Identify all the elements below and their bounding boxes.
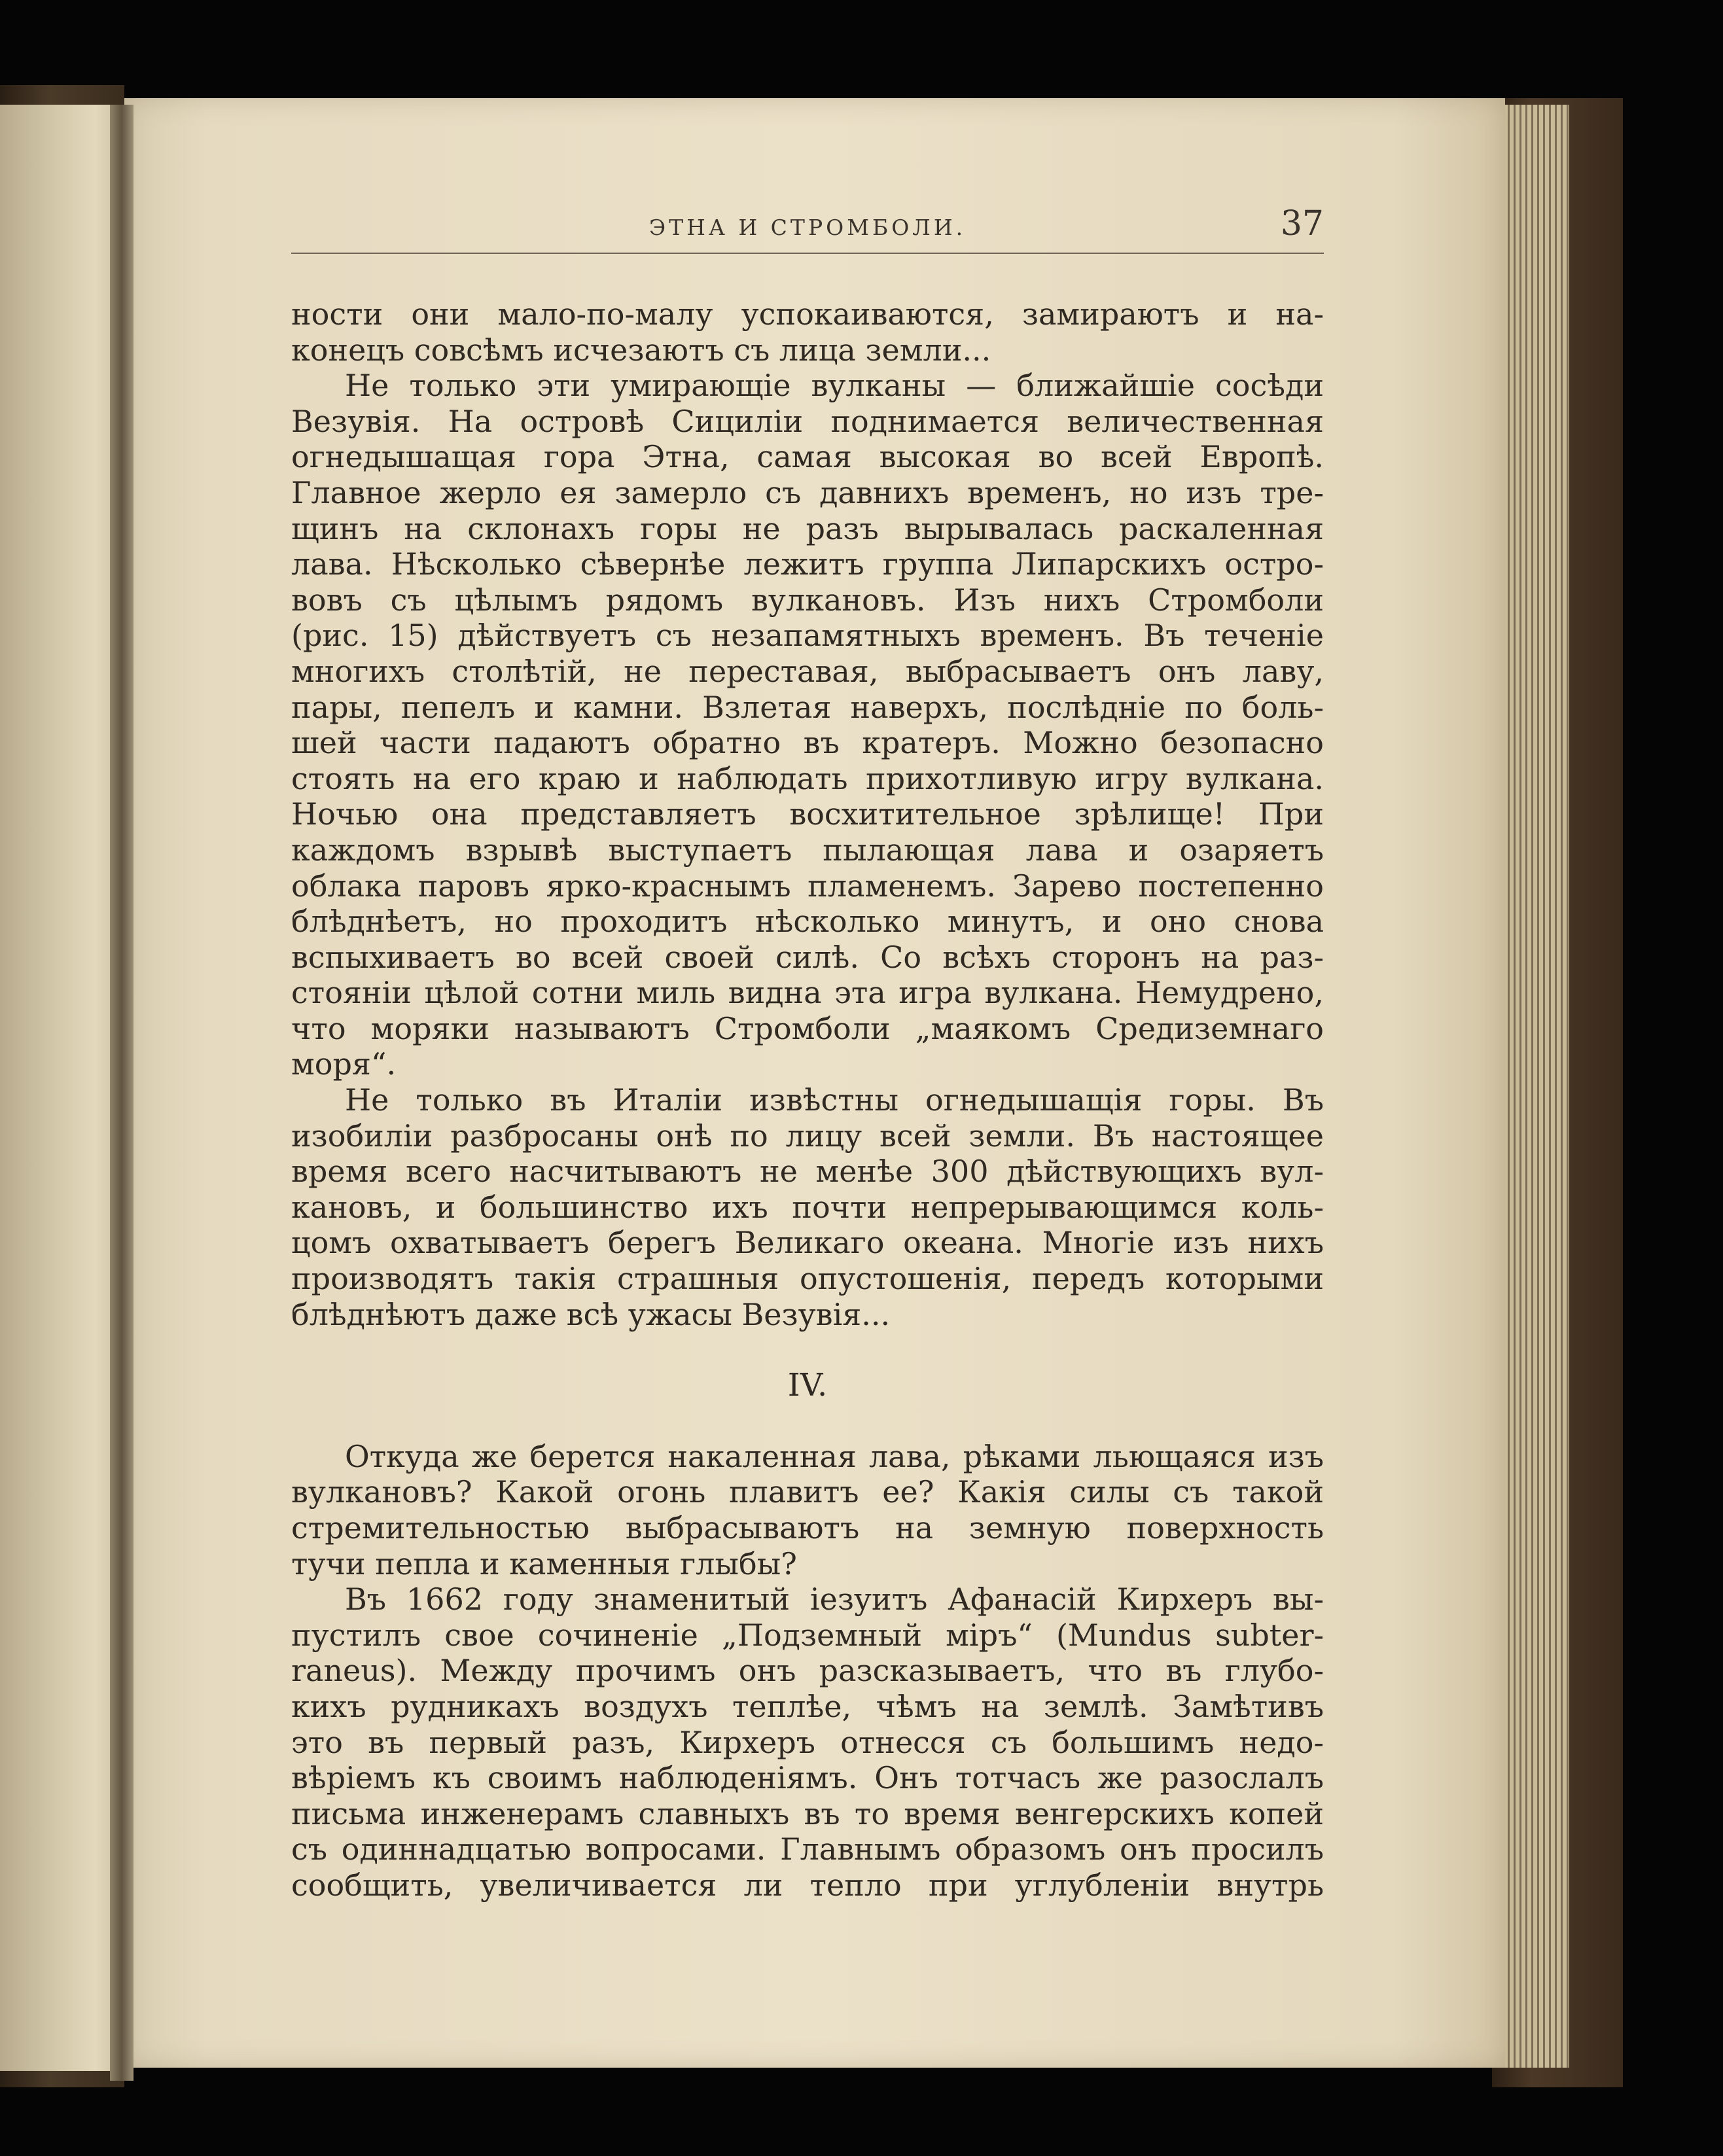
section-number: IV. — [787, 1367, 828, 1404]
text-line: каждомъ взрывѣ выступаетъ пылающая лава и озаряетъ — [291, 832, 1324, 868]
text-line: блѣднѣютъ даже всѣ ужасы Везувія... — [291, 1296, 891, 1332]
text-line: кановъ, и большинство ихъ почти непрерывающимся коль- — [291, 1189, 1324, 1225]
text-line: стоять на его краю и наблюдать прихотливую игру вулкана. — [291, 760, 1324, 796]
page-number: 37 — [1280, 204, 1324, 243]
text-line: Везувія. На островѣ Сициліи поднимается величественная — [291, 403, 1324, 439]
text-line: что моряки называютъ Стромболи „маякомъ Средиземнаго — [291, 1010, 1324, 1046]
text-line: многихъ столѣтій, не переставая, выбрасываетъ онъ лаву, — [291, 653, 1324, 689]
text-line: съ одиннадцатью вопросами. Главнымъ образомъ онъ просилъ — [291, 1831, 1324, 1867]
text-line: изобиліи разбросаны онѣ по лицу всей земли. Въ настоящее — [291, 1118, 1324, 1154]
text-line: вспыхиваетъ во всей своей силѣ. Со всѣхъ сторонъ на раз- — [291, 939, 1324, 975]
left-page-edge — [0, 105, 119, 2071]
page-stack-edges — [1504, 105, 1569, 2068]
header-rule — [291, 253, 1324, 254]
book-gutter — [110, 105, 133, 2081]
text-line: огнедышащая гора Этна, самая высокая во всей Европѣ. — [291, 439, 1324, 475]
text-line: Въ 1662 году знаменитый іезуитъ Афанасій Кирхеръ вы- — [345, 1582, 1324, 1617]
paragraph-2 — [291, 368, 1324, 1082]
paragraph-3 — [291, 1082, 1324, 1332]
text-line: облака паровъ ярко-краснымъ пламенемъ. Зарево постепенно — [291, 868, 1324, 904]
text-line: письма инженерамъ славныхъ въ то время венгерскихъ копей — [291, 1795, 1324, 1831]
text-line: производятъ такія страшныя опустошенія, передъ которыми — [291, 1261, 1324, 1297]
paragraph-1 — [291, 296, 1324, 368]
text-line: стояніи цѣлой сотни миль видна эта игра вулкана. Немудрено, — [291, 975, 1324, 1011]
text-line: это въ первый разъ, Кирхеръ отнесся съ большимъ недо- — [291, 1724, 1324, 1760]
text-line: Откуда же берется накаленная лава, рѣками льющаяся изъ — [345, 1438, 1324, 1474]
text-line: стремительностью выбрасываютъ на земную поверхность — [291, 1510, 1324, 1546]
text-line: тучи пепла и каменныя глыбы? — [291, 1546, 797, 1582]
text-line: вѣріемъ къ своимъ наблюденіямъ. Онъ тотчасъ же разослалъ — [291, 1760, 1324, 1796]
text-line: ности они мало-по-малу успокаиваются, замираютъ и на- — [291, 296, 1324, 332]
page-header — [291, 204, 1324, 256]
text-line: цомъ охватываетъ берегъ Великаго океана. Многіе изъ нихъ — [291, 1225, 1324, 1261]
paragraph-4 — [291, 1439, 1324, 1582]
text-line: время всего насчитываютъ не менѣе 300 дѣйствующихъ вул- — [291, 1154, 1324, 1190]
text-line: пары, пепелъ и камни. Взлетая наверхъ, послѣдніе по боль- — [291, 689, 1324, 725]
body-text — [291, 296, 1324, 1903]
text-line: вовъ съ цѣлымъ рядомъ вулкановъ. Изъ нихъ Стромболи — [291, 582, 1324, 618]
text-line: сообщить, увеличивается ли тепло при углубленіи внутрь — [291, 1867, 1324, 1903]
text-line: конецъ совсѣмъ исчезаютъ съ лица земли... — [291, 332, 991, 368]
text-line: Ночью она представляетъ восхитительное зрѣлище! При — [291, 796, 1324, 832]
text-line: Главное жерло ея замерло съ давнихъ временъ, но изъ тре- — [291, 474, 1324, 510]
text-line: Не только эти умирающіе вулканы — ближайшіе сосѣди — [345, 368, 1324, 404]
text-line: блѣднѣетъ, но проходитъ нѣсколько минутъ, и оно снова — [291, 904, 1324, 940]
text-line: пустилъ свое сочиненіе „Подземный міръ“ (Mundus subter- — [291, 1617, 1324, 1653]
running-head: ЭТНА И СТРОМБОЛИ. — [648, 215, 967, 240]
text-line: Не только въ Италіи извѣстны огнедышащія горы. Въ — [345, 1082, 1324, 1118]
paragraph-5 — [291, 1582, 1324, 1903]
text-line: лава. Нѣсколько сѣвернѣе лежитъ группа Липарскихъ остро- — [291, 546, 1324, 582]
text-line: кихъ рудникахъ воздухъ теплѣе, чѣмъ на землѣ. Замѣтивъ — [291, 1688, 1324, 1724]
text-line: моря“. — [291, 1046, 397, 1082]
text-line: щинъ на склонахъ горы не разъ вырывалась раскаленная — [291, 510, 1324, 546]
text-line: вулкановъ? Какой огонь плавитъ ее? Какія силы съ такой — [291, 1474, 1324, 1510]
text-line: raneus). Между прочимъ онъ разсказываетъ, что въ глубо- — [291, 1653, 1324, 1689]
text-line: (рис. 15) дѣйствуетъ съ незапамятныхъ временъ. Въ теченіе — [291, 618, 1324, 654]
text-line: шей части падаютъ обратно въ кратеръ. Можно безопасно — [291, 725, 1324, 761]
